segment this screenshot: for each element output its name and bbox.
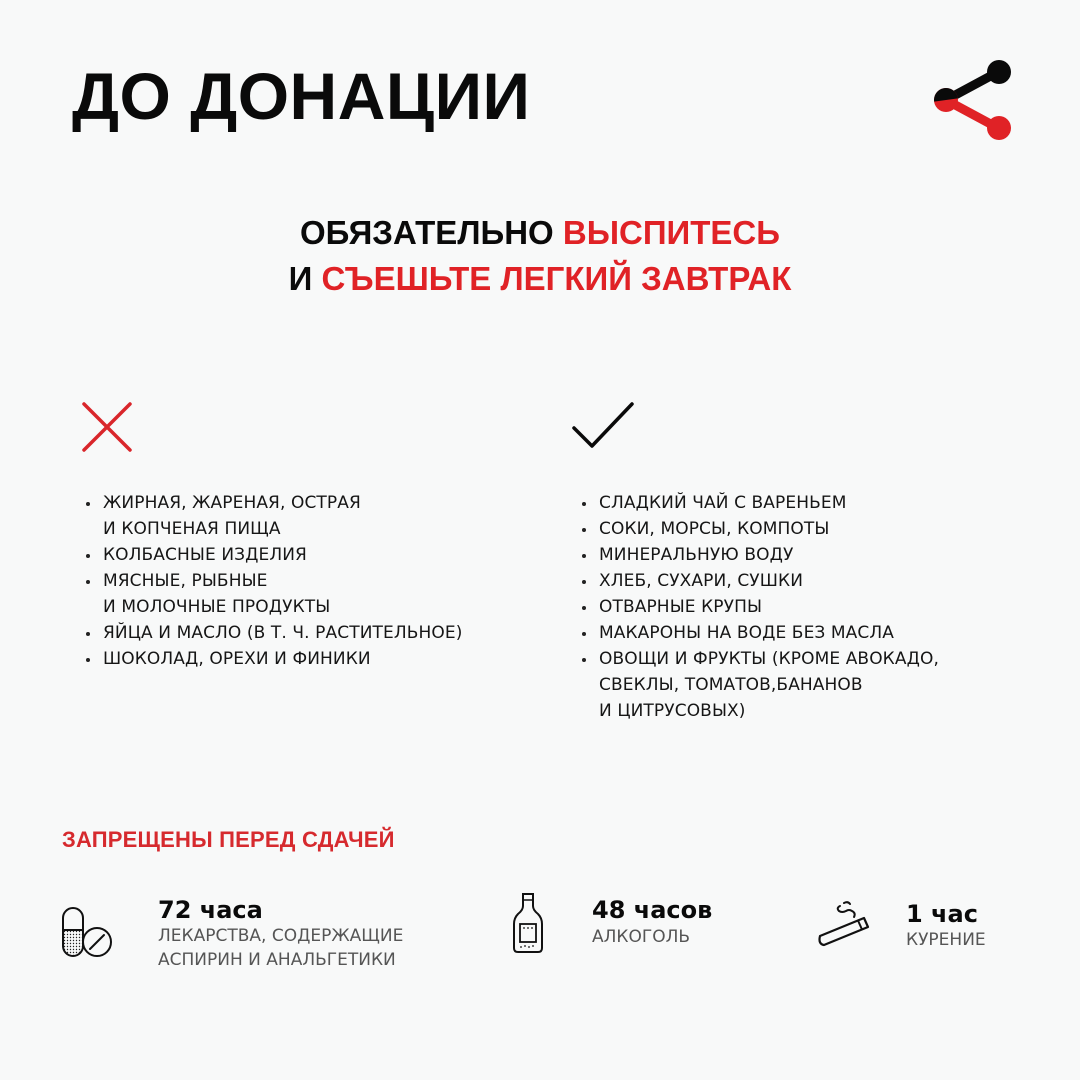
list-item-line: МИНЕРАЛЬНУЮ ВОДУ — [599, 545, 794, 565]
list-item-line: И ЦИТРУСОВЫХ) — [599, 701, 746, 721]
headline-highlight: ВЫСПИТЕСЬ — [562, 214, 780, 251]
list-item — [82, 568, 522, 620]
list-item-line: КОЛБАСНЫЕ ИЗДЕЛИЯ — [103, 545, 307, 565]
list-item-line: СВЕКЛЫ, ТОМАТОВ,БАНАНОВ — [599, 675, 863, 695]
list-item — [578, 646, 1018, 724]
restriction-description-line: ЛЕКАРСТВА, СОДЕРЖАЩИЕ — [158, 926, 404, 946]
restriction-description — [592, 925, 690, 949]
share-icon[interactable] — [928, 56, 1018, 146]
restriction-hours: 1 час — [906, 900, 978, 928]
list-item — [82, 542, 522, 568]
restriction-description-line: АЛКОГОЛЬ — [592, 927, 691, 947]
list-item — [578, 620, 1018, 646]
cigarette-icon — [816, 900, 878, 948]
list-item — [578, 594, 1018, 620]
list-item — [82, 646, 522, 672]
list-item-line: СОКИ, МОРСЫ, КОМПОТЫ — [599, 519, 830, 539]
list-item-line: ОВОЩИ И ФРУКТЫ (КРОМЕ АВОКАДО, — [599, 649, 939, 669]
list-item — [578, 542, 1018, 568]
restriction-description-line: КУРЕНИЕ — [906, 930, 986, 950]
list-item — [578, 568, 1018, 594]
bottle-icon — [510, 892, 546, 954]
headline-text: ОБЯЗАТЕЛЬНО — [300, 214, 563, 251]
headline — [0, 210, 1080, 302]
list-item-line: СЛАДКИЙ ЧАЙ С ВАРЕНЬЕМ — [599, 493, 847, 513]
restriction-description — [906, 928, 986, 952]
restriction-description-line: АСПИРИН И АНАЛЬГЕТИКИ — [158, 950, 396, 970]
list-item-line: ОТВАРНЫЕ КРУПЫ — [599, 597, 763, 617]
restriction-hours: 72 часа — [158, 896, 263, 924]
list-item-line: ШОКОЛАД, ОРЕХИ И ФИНИКИ — [103, 649, 371, 669]
list-item — [82, 490, 522, 542]
list-item-line: ХЛЕБ, СУХАРИ, СУШКИ — [599, 571, 804, 591]
cross-icon — [80, 400, 136, 456]
page-title: ДО ДОНАЦИИ — [72, 59, 531, 133]
headline-text: И — [288, 260, 322, 297]
headline-line-1 — [0, 210, 1080, 256]
list-item — [82, 620, 522, 646]
list-item — [578, 516, 1018, 542]
list-item-line: ЯЙЦА И МАСЛО (В Т. Ч. РАСТИТЕЛЬНОЕ) — [103, 623, 463, 643]
restriction-description — [158, 924, 403, 972]
list-item-line: МЯСНЫЕ, РЫБНЫЕ — [103, 571, 268, 591]
pills-icon — [60, 906, 114, 960]
restrictions-title: ЗАПРЕЩЕНЫ ПЕРЕД СДАЧЕЙ — [62, 827, 395, 852]
headline-line-2 — [0, 256, 1080, 302]
list-item-line: И КОПЧЕНАЯ ПИЩА — [103, 519, 281, 539]
headline-highlight: СЪЕШЬТЕ ЛЕГКИЙ ЗАВТРАК — [321, 260, 792, 297]
check-icon — [570, 400, 626, 456]
list-item — [578, 490, 1018, 516]
list-item-line: И МОЛОЧНЫЕ ПРОДУКТЫ — [103, 597, 331, 617]
allowed-food-list — [578, 490, 1018, 724]
list-item-line: ЖИРНАЯ, ЖАРЕНАЯ, ОСТРАЯ — [103, 493, 361, 513]
avoid-food-list — [82, 490, 522, 672]
list-item-line: МАКАРОНЫ НА ВОДЕ БЕЗ МАСЛА — [599, 623, 894, 643]
restriction-hours: 48 часов — [592, 896, 713, 924]
